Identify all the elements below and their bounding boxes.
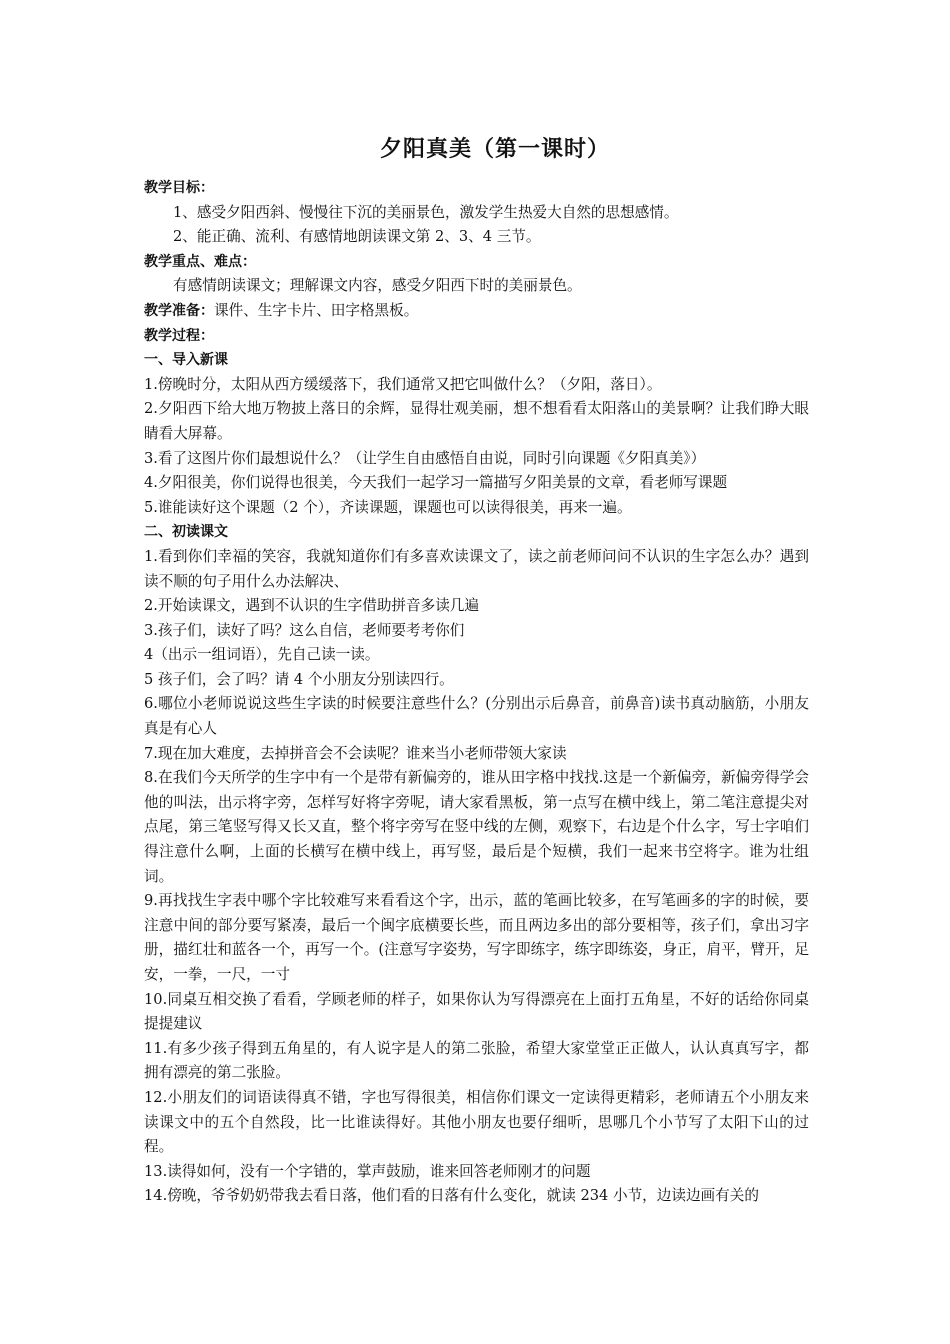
- section-heading: 一、导入新课: [144, 352, 228, 369]
- process-heading: 教学过程：: [144, 327, 214, 344]
- section2-item: 12.小朋友们的词语读得真不错，字也写得很美，相信你们课文一定读得更精彩，老师请五个小朋友来读课文中的五个自然段，比一比谁读得好。其他小朋友也要仔细听，思哪几个小节写了太阳下山的过程。: [144, 1088, 809, 1156]
- document-body: [144, 176, 809, 1209]
- section1-item: 5.谁能读好这个课题（2 个），齐读课题，课题也可以读得很美，再来一遍。: [144, 498, 632, 516]
- section2-item: 8.在我们今天所学的生字中有一个是带有新偏旁的，谁从田字格中找找.这是一个新偏旁，新偏旁得学会他的叫法，出示将字旁，怎样写好将字旁呢，请大家看黑板，第一点写在横中线上，第二笔注意提尖对点尾，第三笔竖写得又长又直，整个将字旁写在竖中线的左侧，观察下，右边是个什么字，写士字咱们得注意什么啊，上面的长横写在横中线上，再写竖，最后是个短横，我们一起来书空将字。谁为壮组词。: [144, 769, 809, 885]
- preparation-text: 课件、生字卡片、田字格黑板。: [214, 301, 419, 319]
- objective-item: 2、能正确、流利、有感情地朗读课文第 2、3、4 三节。: [173, 228, 541, 246]
- page-title: 夕阳真美（第一课时）: [379, 137, 610, 162]
- section1-item: 3.看了这图片你们最想说什么？（让学生自由感悟自由说，同时引向课题《夕阳真美》）: [144, 449, 706, 467]
- section1-item: 4.夕阳很美，你们说得也很美，今天我们一起学习一篇描写夕阳美景的文章，看老师写课题: [144, 474, 728, 492]
- key-points-heading: 教学重点、难点：: [144, 253, 256, 270]
- section2-item: 2.开始读课文，遇到不认识的生字借助拼音多读几遍: [144, 597, 479, 615]
- section2-item: 13.读得如何，没有一个字错的，掌声鼓励，谁来回答老师刚才的问题: [144, 1162, 591, 1180]
- section2-item: 14.傍晚，爷爷奶奶带我去看日落，他们看的日落有什么变化，就读 234 小节，边读边画有关的: [144, 1187, 759, 1205]
- section1-item: 2.夕阳西下给大地万物披上落日的余辉，显得壮观美丽，想不想看看太阳落山的美景啊？让我们睁大眼睛看大屏幕。: [144, 400, 809, 442]
- section2-item: 3.孩子们，读好了吗？这么自信，老师要考考你们: [144, 621, 465, 639]
- objectives-heading: 教学目标：: [144, 180, 214, 196]
- section1-item: 1.傍晚时分，太阳从西方缓缓落下，我们通常又把它叫做什么？（夕阳，落日）。: [144, 375, 662, 393]
- section2-item: 6.哪位小老师说说这些生字读的时候要注意些什么？(分别出示后鼻音，前鼻音)读书真动脑筋，小朋友真是有心人: [144, 695, 809, 738]
- preparation-line: [144, 299, 809, 324]
- section2-item: 11.有多少孩子得到五角星的，有人说字是人的第二张脸，希望大家堂堂正正做人，认认真真写字，都拥有漂亮的第二张脸。: [144, 1039, 809, 1082]
- section-heading: 二、初读课文: [144, 524, 228, 541]
- section2-item: 4（出示一组词语），先自己读一读。: [144, 646, 380, 664]
- key-points-text: 有感情朗读课文；理解课文内容，感受夕阳西下时的美丽景色。: [173, 277, 582, 295]
- section2-item: 10.同桌互相交换了看看，学顾老师的样子，如果你认为写得漂亮在上面打五角星，不好的话给你同桌提提建议: [144, 990, 809, 1033]
- section2-item: 1.看到你们幸福的笑容，我就知道你们有多喜欢读课文了，读之前老师问问不认识的生字怎么办？遇到读不顺的句子用什么办法解决、: [144, 547, 809, 590]
- section2-item: 5 孩子们，会了吗？请 4 个小朋友分别读四行。: [144, 670, 454, 688]
- section2-item: 7.现在加大难度，去掉拼音会不会读呢？谁来当小老师带领大家读: [144, 744, 567, 762]
- objective-item: 1、感受夕阳西斜、慢慢往下沉的美丽景色，激发学生热爱大自然的思想感情。: [173, 203, 679, 221]
- preparation-heading: 教学准备：: [144, 302, 214, 319]
- section2-item: 9.再找找生字表中哪个字比较难写来看看这个字，出示，蓝的笔画比较多，在写笔画多的字的时候，要注意中间的部分要写紧凑，最后一个闽字底横要长些，而且两边多出的部分要相等，孩子们，拿出习字册，描红壮和蓝各一个，再写一个。(注意写字姿势，写字即练字，练字即练姿，身正，肩平，臂开，足安，一拳，一尺，一寸: [144, 892, 809, 983]
